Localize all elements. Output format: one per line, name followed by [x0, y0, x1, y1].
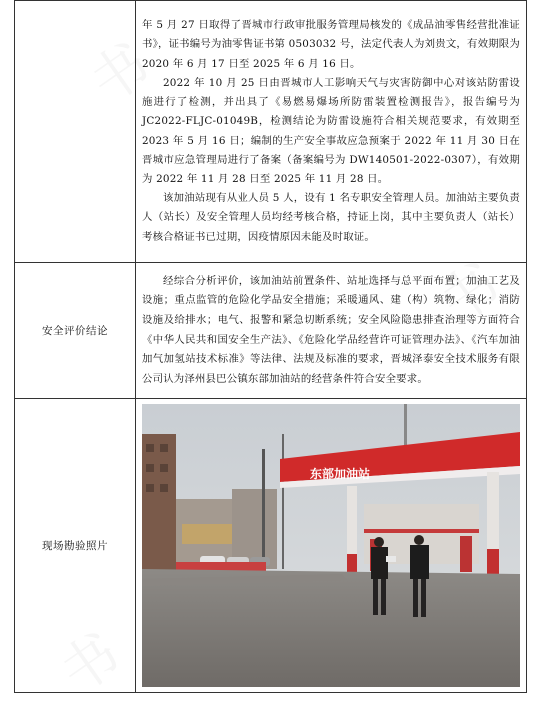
conclusion-cell	[136, 263, 527, 399]
document-page	[14, 0, 525, 694]
content-cell	[136, 1, 527, 263]
table-row	[15, 263, 527, 399]
paragraph-license: 年 5 月 27 日取得了晋城市行政审批服务管理局核发的《成品油零售经营批准证书》，证书编号为油零售证书第 0503032 号，法定代表人为刘贵文，有效期限为 2020 年 6 月 17 日至 2025 年 6 月 16 日。	[142, 19, 520, 70]
conclusion-label: 安全评价结论	[15, 263, 136, 399]
table-row	[15, 1, 527, 263]
photo-label: 现场勘验照片	[15, 399, 136, 693]
evaluation-table	[14, 0, 527, 693]
photo-cell	[136, 399, 527, 693]
table-row	[15, 399, 527, 693]
paragraph-lightning-inspection: 2022 年 10 月 25 日由晋城市人工影响天气与灾害防御中心对该站防雷设施进行了检测，并出具了《易燃易爆场所防雷装置检测报告》，报告编号为 JC2022-FLJC-01049B，检测结论为防雷设施符合相关规范要求，有效期至 2023 年 5 月 16 日；编制的生产安全事故应急预案于 2022 年 11 月 30 日在晋城市应急管理局进行了备案（备案编号为 DW140501-2022-0307），有效期为 2022 年 11 月 28 日至 2025 年 11 月 28 日。	[142, 76, 520, 185]
site-photo	[142, 404, 520, 687]
paragraph-staffing: 该加油站现有从业人员 5 人，设有 1 名专职安全管理人员。加油站主要负责人（站长）及安全管理人员均经考核合格，持证上岗，其中主要负责人（站长）考核合格证书已过期，因疫情原因未能及时取证。	[142, 192, 520, 243]
empty-label-cell	[15, 1, 136, 263]
station-sign: 东部加油站	[310, 467, 371, 481]
conclusion-text: 经综合分析评价，该加油站前置条件、站址选择与总平面布置；加油工艺及设施；重点监管的危险化学品安全措施；采暖通风、建（构）筑物、绿化；消防设施及给排水；电气、报警和紧急切断系统；安全风险隐患排查治理等方面符合《中华人民共和国安全生产法》、《危险化学品经营许可证管理办法》、《汽车加油加气加氢站技术标准》等法律、法规及标准的要求，晋城泽泰安全技术服务有限公司认为泽州县巴公镇东部加油站的经营条件符合安全要求。	[142, 274, 520, 385]
